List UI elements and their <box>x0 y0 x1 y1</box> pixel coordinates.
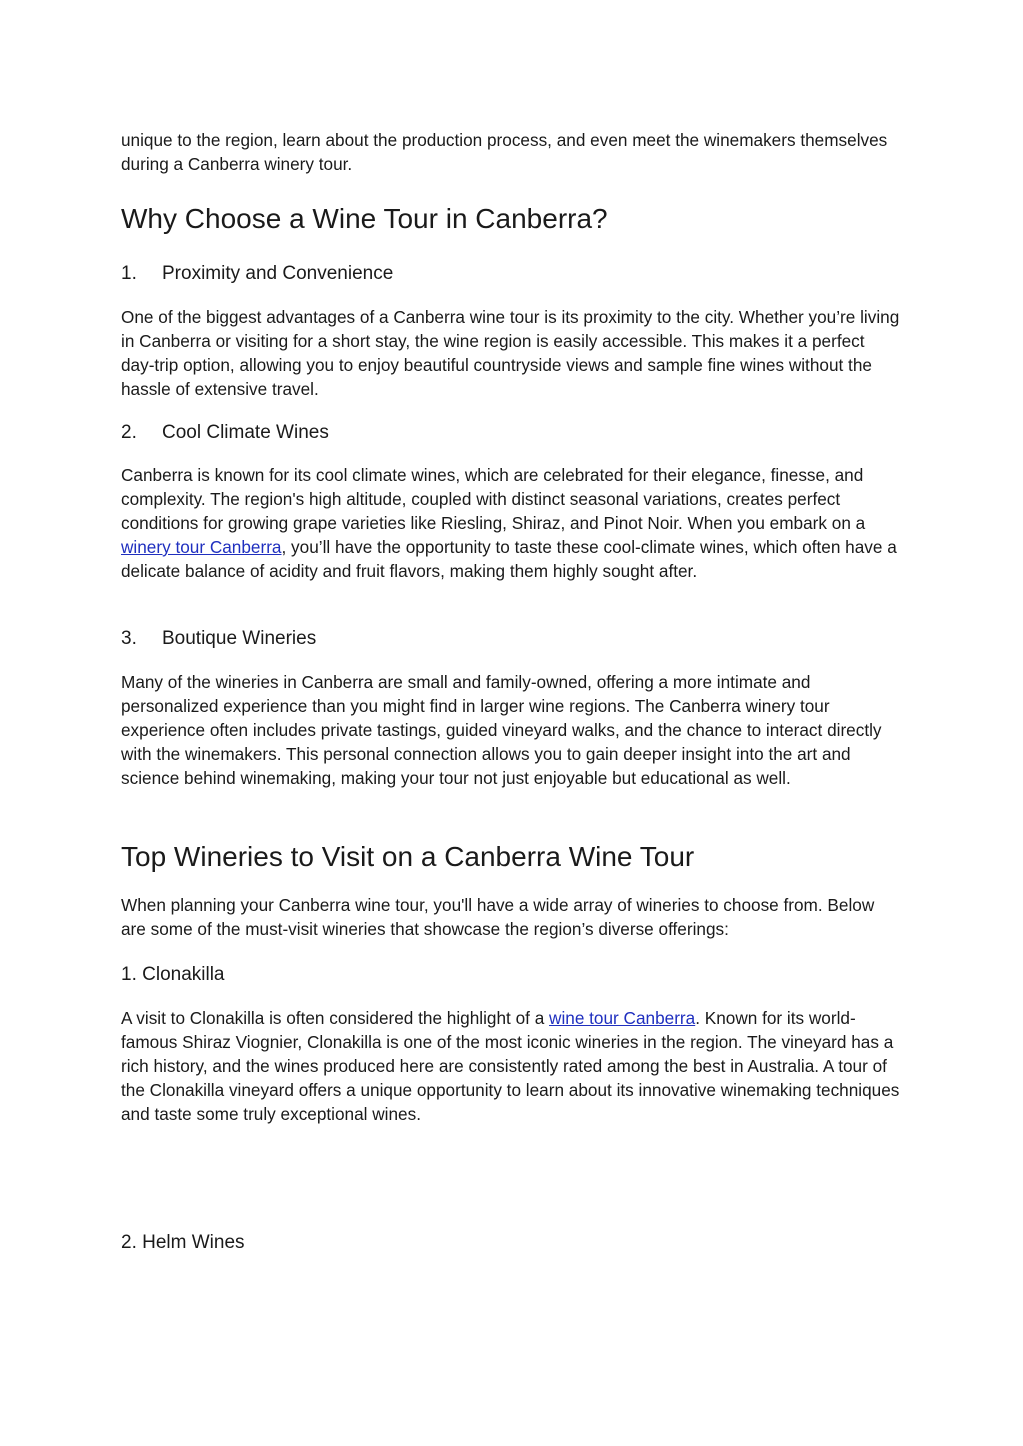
clonakilla-paragraph <box>121 1006 901 1126</box>
cool-climate-paragraph <box>121 463 901 583</box>
paragraph-text: A visit to Clonakilla is often considered the highlight of a <box>121 1008 550 1028</box>
winery-heading-clonakilla: 1. Clonakilla <box>121 964 225 985</box>
item-title: Proximity and Convenience <box>162 263 394 284</box>
wine-tour-canberra-link[interactable]: wine tour Canberra <box>549 1008 696 1028</box>
numbered-heading-cool-climate <box>121 421 901 445</box>
item-title: Cool Climate Wines <box>162 422 329 443</box>
numbered-heading-proximity <box>121 262 901 286</box>
numbered-heading-boutique <box>121 627 901 651</box>
boutique-paragraph: Many of the wineries in Canberra are small and family-owned, offering a more intimate and personalized experience than you might find in larger wine regions. The Canberra winery tour experience often includes private tastings, guided vineyard walks, and the chance to interact directly with the winemakers. This personal connection allows you to gain deeper insight into the art and science behind winemaking, making your tour not just enjoyable but educational as well. <box>121 672 882 788</box>
intro-paragraph: unique to the region, learn about the production process, and even meet the winemakers themselves during a Canberra winery tour. <box>121 130 888 174</box>
section-heading-top-wineries: Top Wineries to Visit on a Canberra Wine Tour <box>121 841 695 872</box>
proximity-paragraph: One of the biggest advantages of a Canberra wine tour is its proximity to the city. Whether you’re living in Canberra or visiting for a short stay, the wine region is easily accessible. This makes it a perfect day-trip option, allowing you to enjoy beautiful countryside views and sample fine wines without the hassle of extensive travel. <box>121 307 900 399</box>
item-number: 2. <box>121 422 137 443</box>
winery-tour-canberra-link[interactable]: winery tour Canberra <box>121 537 282 557</box>
item-number: 3. <box>121 628 137 649</box>
item-number: 1. <box>121 263 137 284</box>
top-wineries-lead-paragraph: When planning your Canberra wine tour, you'll have a wide array of wineries to choose from. Below are some of the must-visit wineries that showcase the region’s diverse offerings: <box>121 895 875 939</box>
paragraph-text: , you’ll have the opportunity to taste these cool-climate wines, which often have a delicate balance of acidity and fruit flavors, making them highly sought after. <box>121 537 897 581</box>
paragraph-text: . Known for its world-famous Shiraz Viognier, Clonakilla is one of the most iconic wineries in the region. The vineyard has a rich history, and the wines produced here are consistently rated among the best in Australia. A tour of the Clonakilla vineyard offers a unique opportunity to learn about its innovative winemaking techniques and taste some truly exceptional wines. <box>121 1008 900 1124</box>
item-title: Boutique Wineries <box>162 628 317 649</box>
winery-heading-helm: 2. Helm Wines <box>121 1232 245 1253</box>
paragraph-text: Canberra is known for its cool climate wines, which are celebrated for their elegance, finesse, and complexity. The region's high altitude, coupled with distinct seasonal variations, creates perfect conditions for growing grape varieties like Riesling, Shiraz, and Pinot Noir. When you embark on a <box>121 465 866 533</box>
section-heading-why-choose: Why Choose a Wine Tour in Canberra? <box>121 203 608 234</box>
